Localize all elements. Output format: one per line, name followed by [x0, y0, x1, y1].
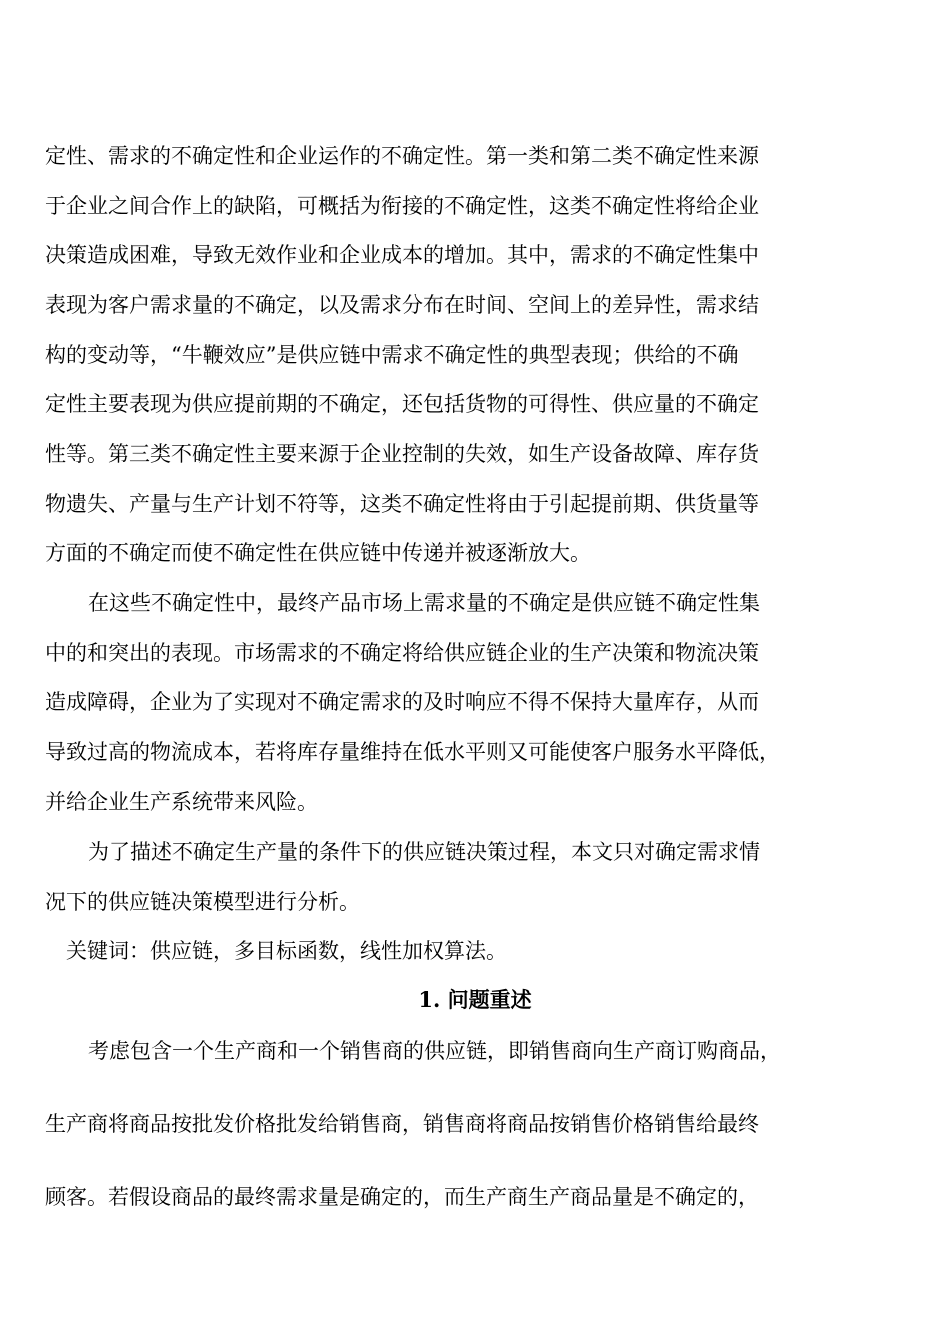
paragraph-line: 导致过高的物流成本，若将库存量维持在低水平则又可能使客户服务水平降低，: [45, 740, 780, 764]
paragraph-line: 定性主要表现为供应提前期的不确定，还包括货物的可得性、供应量的不确定: [45, 392, 759, 416]
paragraph-line: 况下的供应链决策模型进行分析。: [45, 890, 360, 914]
paragraph-line: 考虑包含一个生产商和一个销售商的供应链，即销售商向生产商订购商品，: [88, 1039, 781, 1063]
paragraph-line: 物遗失、产量与生产计划不符等，这类不确定性将由于引起提前期、供货量等: [45, 492, 759, 516]
paragraph-line: 中的和突出的表现。市场需求的不确定将给供应链企业的生产决策和物流决策: [45, 641, 759, 665]
paragraph-line: 方面的不确定而使不确定性在供应链中传递并被逐渐放大。: [45, 541, 591, 565]
paragraph-line: 顾客。若假设商品的最终需求量是确定的，而生产商生产商品量是不确定的，: [45, 1185, 759, 1209]
paragraph-line: 性等。第三类不确定性主要来源于企业控制的失效，如生产设备故障、库存货: [45, 442, 759, 466]
paragraph-line: 决策造成困难，导致无效作业和企业成本的增加。其中，需求的不确定性集中: [45, 243, 759, 267]
paragraph-line: 并给企业生产系统带来风险。: [45, 790, 318, 814]
paragraph-line: 生产商将商品按批发价格批发给销售商，销售商将商品按销售价格销售给最终: [45, 1112, 759, 1136]
paragraph-line: 造成障碍，企业为了实现对不确定需求的及时响应不得不保持大量库存，从而: [45, 690, 759, 714]
paragraph-line: 表现为客户需求量的不确定，以及需求分布在时间、空间上的差异性，需求结: [45, 293, 759, 317]
paragraph-line: 为了描述不确定生产量的条件下的供应链决策过程，本文只对确定需求情: [88, 840, 760, 864]
paragraph-line: 在这些不确定性中，最终产品市场上需求量的不确定是供应链不确定性集: [88, 591, 760, 615]
paragraph-line: 构的变动等，“牛鞭效应”是供应链中需求不确定性的典型表现；供给的不确: [45, 343, 739, 367]
keywords-line: 关键词：供应链，多目标函数，线性加权算法。: [66, 939, 507, 963]
paragraph-line: 于企业之间合作上的缺陷，可概括为衔接的不确定性，这类不确定性将给企业: [45, 194, 759, 218]
paragraph-line: 定性、需求的不确定性和企业运作的不确定性。第一类和第二类不确定性来源: [45, 144, 759, 168]
section-heading: 1. 问题重述: [418, 987, 532, 1012]
